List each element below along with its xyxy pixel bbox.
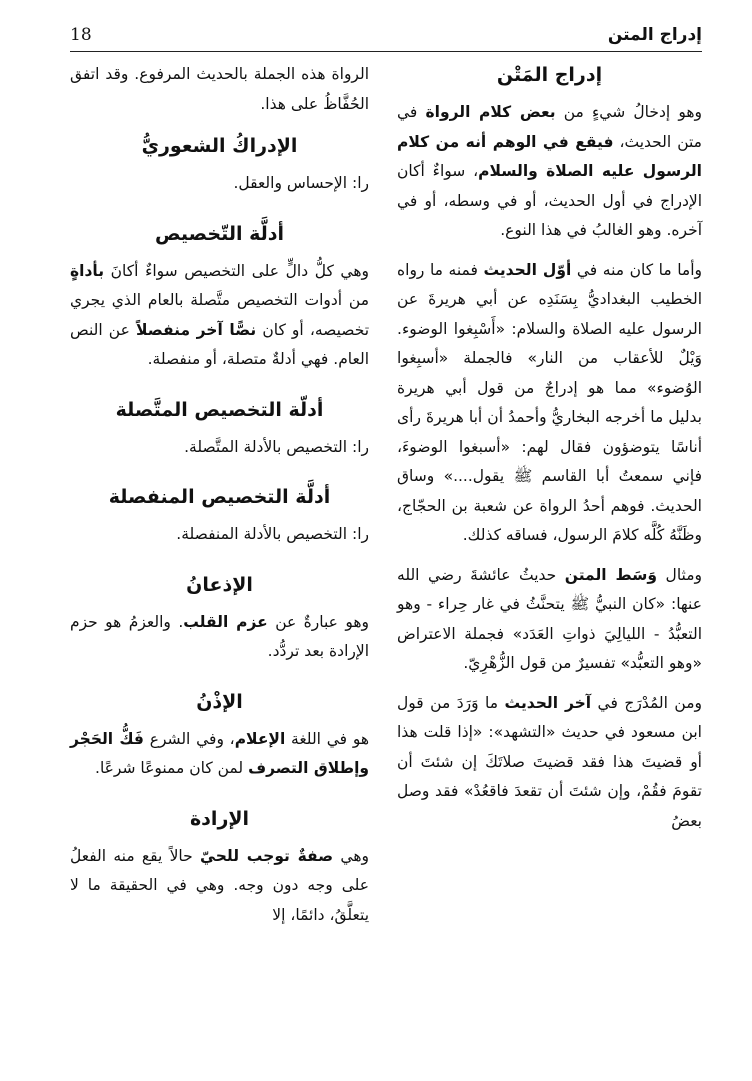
- left-column: [70, 60, 369, 1051]
- entry-paragraph: [70, 257, 369, 375]
- entry-paragraph: [70, 725, 369, 784]
- page-number: 18: [70, 25, 92, 45]
- text-run: حالاً يقع منه الفعلُ على وجه دون وجه. وهي في الحقيقة ما لا يتعلَّقُ، دائمًا، إلا: [70, 846, 370, 924]
- bold-term: وَسَط المتن: [564, 565, 658, 584]
- page-header: [70, 18, 702, 52]
- bold-term: آخر الحديث: [504, 693, 592, 712]
- text-run: ، وفي الشرع: [143, 729, 235, 748]
- text-run: وأما ما كان منه في: [571, 260, 703, 279]
- bold-term: صفةٌ توجب للحيّ: [200, 846, 334, 865]
- entry-paragraph: [397, 98, 702, 246]
- entry-paragraph: [397, 689, 702, 837]
- text-run: هو في اللغة: [285, 729, 369, 748]
- page-body: [70, 60, 702, 1051]
- entry-paragraph: [70, 608, 369, 667]
- entry-title: الإدراكُ الشعوريُّ: [141, 135, 298, 157]
- bold-term: عزم القلب: [183, 612, 268, 631]
- entry-paragraph: [397, 256, 702, 551]
- bold-term: بعض كلام الرواة: [425, 103, 556, 121]
- text-run: لمن كان ممنوعًا شرعًا.: [95, 759, 249, 777]
- entry-title: الإرادة: [189, 807, 250, 830]
- entry-paragraph: [70, 169, 369, 199]
- text-run: را: الإحساس والعقل.: [233, 174, 370, 192]
- text-run: عن النص العام. فهي أدلةٌ متصلة، أو منفصلة.: [70, 320, 370, 368]
- text-run: ومثال: [657, 565, 703, 584]
- entry-paragraph: [70, 520, 369, 550]
- bold-term: نصًّا آخر منفصلاً: [135, 320, 257, 339]
- bold-term: بأداةٍ: [70, 261, 105, 280]
- text-run: من أدوات التخصيص متَّصلة بالعام الذي يجري تخصيصه، أو كان: [70, 291, 370, 339]
- running-title: إدراج المتن: [607, 25, 702, 45]
- bold-term: أوّل الحديث: [483, 260, 572, 279]
- entry-title: الإذعانُ: [186, 573, 253, 596]
- entry-title: أدلّة التخصيص المتَّصلة: [115, 398, 324, 421]
- text-run: وهو عبارةٌ عن: [267, 612, 370, 631]
- text-run: ، سواءٌ أكان الإدراج في أول الحديث، أو في وسطه، أو في آخره. وهو الغالبُ في هذا النوع.: [397, 162, 702, 239]
- text-run: فمنه ما رواه الخطيب البغداديُّ بِسَنَدِه عن أبي هريرةَ عن الرسول عليه الصلاة والسلام: «أَسْبِغوا الوضوء. وَيْلٌ للأعقاب من النار» فالجملة «أسبِغوا الوُضوء» مما هو إدراجٌ من قول أبي هريرة بدليل ما أخرجه البخاريُّ وأحمدُ أن أبا هريرةَ رأى أناسًا يتوضؤون فقال لهم: «أسبغوا الوضوءَ، فإني سمعتُ أبا القاسم ﷺ يقول....» وساق الحديث. فوهم أحدُ الرواة عن شعبة بن الحجّاج، وظَنَّهُ كُلَّه كلامَ الرسول، فساقه كذلك.: [397, 260, 702, 544]
- entry-paragraph: [70, 842, 369, 931]
- entry-paragraph: [70, 433, 369, 463]
- text-run: الرواة هذه الجملة بالحديث المرفوع. وقد اتفق الحُفَّاظُ على هذا.: [70, 65, 370, 113]
- text-run: حديثُ عائشةَ رضي الله عنها: «كان النبيُّ ﷺ يتحنَّثُ في غار حِراء - وهو التعبُّدُ - الليالِيَ ذواتِ العَدَد» فجملة الاعتراض «وهو التعبُّد» تفسيرٌ من قول الزُّهْرِيّ.: [397, 565, 702, 672]
- bold-term: فَكُّ الحَجْر وإطلاق التصرف: [70, 729, 370, 777]
- right-column: [397, 60, 702, 1051]
- entry-title: الإذْنُ: [196, 690, 243, 713]
- entry-title: أدلَّة التخصيص المنفصلة: [108, 486, 331, 508]
- bold-term: فيقع في الوهم أنه من كلام الرسول عليه الصلاة والسلام: [397, 132, 702, 180]
- text-run: وهي: [333, 846, 370, 865]
- text-run: را: التخصيص بالأدلة المنفصلة.: [176, 525, 370, 543]
- bold-term: الإعلام: [234, 729, 286, 748]
- text-run: ما وَرَدَ من قول ابن مسعود في حديث «التشهد»: «إذا قلت هذا أو قضيتَ هذا فقد قضيتَ صلاتَكَ إن شئتَ أن تقومَ فقُمْ، وإن شئتَ أن تقعدَ فاقعُدْ» فقد وصل بعضُ: [397, 693, 702, 830]
- text-run: وهو إدخالُ شيءٍ من: [555, 103, 702, 121]
- entry-paragraph: [397, 561, 702, 679]
- text-run: وهي كلُّ دالٍّ على التخصيص سواءٌ أكانَ: [104, 261, 370, 280]
- entry-title: أدلَّة التّخصيص: [154, 222, 285, 245]
- text-run: . والعزمُ هو حزم الإرادة بعد تردُّد.: [70, 612, 370, 660]
- entry-title: إدراج المَتْن: [496, 64, 603, 86]
- entry-paragraph: [70, 60, 369, 119]
- text-run: را: التخصيص بالأدلة المتَّصلة.: [184, 437, 370, 456]
- text-run: ومن المُدْرَج في: [591, 693, 702, 712]
- text-run: في متن الحديث،: [397, 103, 702, 151]
